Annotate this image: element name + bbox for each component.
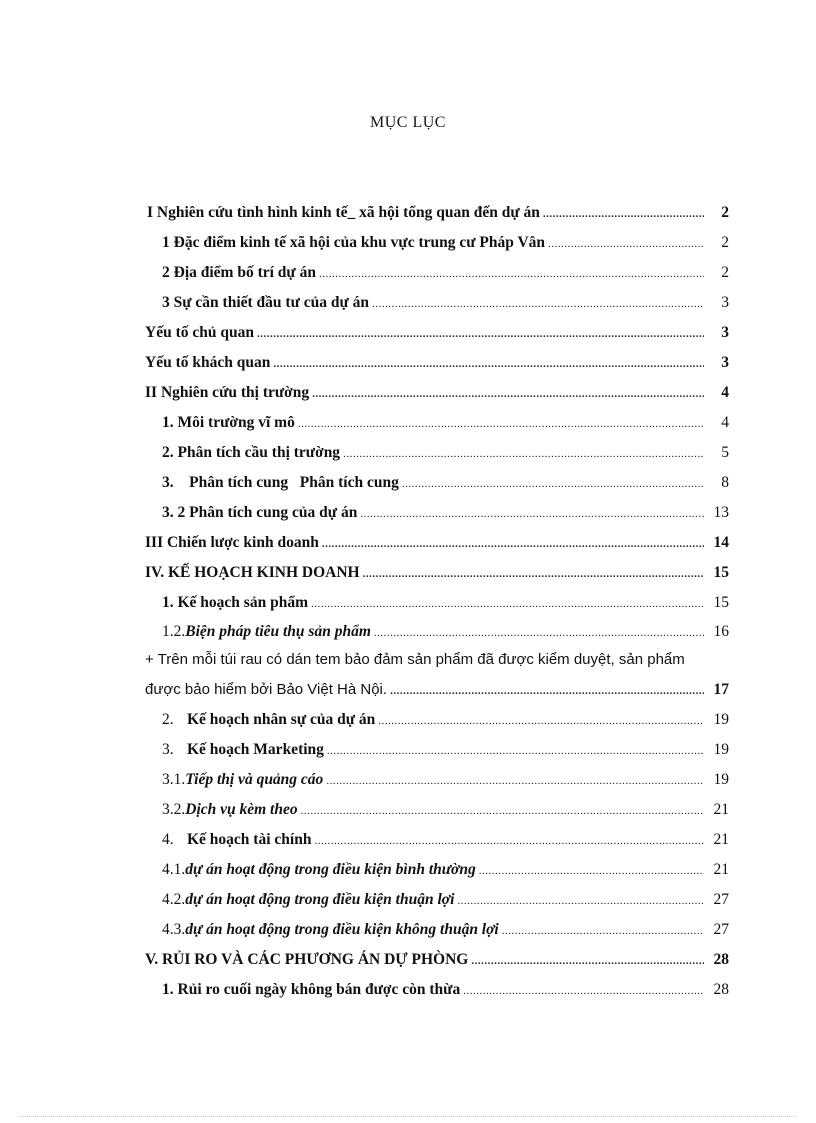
toc-leader-dots: [360, 508, 704, 520]
toc-entry-page: 19: [713, 741, 729, 758]
toc-entry[interactable]: [162, 623, 729, 645]
toc-entry-page: 3: [721, 354, 729, 371]
toc-entry-page: 5: [721, 444, 729, 461]
toc-entry[interactable]: [162, 801, 729, 823]
toc-entry-label: 3. 2 Phân tích cung của dự án: [162, 504, 358, 521]
toc-entry-prefix: 1.2.: [162, 623, 186, 640]
toc-entry-page: 3: [721, 324, 729, 341]
toc-leader-dots: [301, 805, 704, 817]
toc-entry-page: 27: [713, 921, 729, 938]
toc-leader-dots: [312, 388, 704, 400]
toc-entry-page: 2: [721, 234, 729, 251]
toc-entry-label: I Nghiên cứu tình hình kinh tế_ xã hội tổng quan đến dự án: [147, 204, 540, 221]
toc-entry-title: Kế hoạch tài chính: [187, 831, 312, 848]
toc-entry[interactable]: [145, 324, 729, 346]
toc-entry[interactable]: [162, 504, 729, 526]
toc-entry[interactable]: [162, 711, 729, 733]
toc-leader-dots: [390, 685, 704, 697]
toc-entry-page: 4: [721, 414, 729, 431]
toc-leader-dots: [471, 955, 704, 967]
toc-entry-label: 2 Địa điểm bố trí dự án: [162, 264, 316, 281]
toc-entry-page: 21: [713, 831, 729, 848]
toc-entry-prefix: 4.3.: [162, 921, 186, 938]
toc-entry[interactable]: [162, 234, 729, 256]
toc-leader-dots: [457, 895, 704, 907]
toc-entry-label: 1 Đặc điểm kinh tế xã hội của khu vực trung cư Pháp Vân: [162, 234, 546, 251]
toc-entry-page: 14: [713, 534, 729, 551]
toc-entry-page: 28: [713, 951, 729, 968]
toc-entry[interactable]: [162, 741, 729, 763]
toc-entry-prefix: 3.: [162, 741, 174, 758]
toc-entry[interactable]: [162, 771, 729, 793]
toc-body-text: + Trên mỗi túi rau có dán tem bảo đảm sản phẩm đã được kiểm duyệt, sản phẩm: [145, 651, 685, 668]
toc-entry-page: 8: [721, 474, 729, 491]
page-title: MỤC LỤC: [370, 114, 446, 131]
toc-entry-label: [162, 861, 476, 879]
toc-leader-dots: [326, 775, 704, 787]
toc-entry-page: 4: [721, 384, 729, 401]
toc-entry[interactable]: [162, 921, 729, 943]
toc-entry-label: III Chiến lược kinh doanh: [145, 534, 319, 551]
toc-entry-label: 3 Sự cần thiết đầu tư của dự án: [162, 294, 370, 311]
toc-entry-label: 2. Phân tích cầu thị trường: [162, 444, 341, 461]
toc-entry-prefix: 3.2.: [162, 801, 186, 818]
toc-entry-label: [162, 831, 311, 849]
toc-entry-label: [162, 623, 371, 641]
toc-leader-dots: [311, 598, 704, 610]
toc-entry-title: dự án hoạt động trong điều kiện bình thường: [185, 861, 476, 878]
toc-entry-prefix: 3.1.: [162, 771, 186, 788]
toc-entry-page: 17: [713, 681, 729, 698]
toc-entry-page: 2: [721, 204, 729, 221]
toc-entry-label: V. RỦI RO VÀ CÁC PHƯƠNG ÁN DỰ PHÒNG: [145, 951, 469, 968]
toc-entry-page: 21: [713, 801, 729, 818]
toc-entry-prefix: 4.: [162, 831, 174, 848]
toc-entry-label: được bảo hiểm bởi Bảo Việt Hà Nội.: [145, 681, 388, 698]
toc-entry-page: 19: [713, 771, 729, 788]
toc-leader-dots: [378, 715, 704, 727]
toc-entry-page: 28: [713, 981, 729, 998]
toc-leader-dots: [257, 328, 704, 340]
toc-entry-title: Dịch vụ kèm theo: [185, 801, 298, 818]
toc-entry-prefix: 4.1.: [162, 861, 186, 878]
toc-entry[interactable]: [147, 204, 729, 226]
toc-entry-label: 1. Kế hoạch sản phẩm: [162, 594, 308, 611]
toc-leader-dots: [374, 627, 704, 639]
toc-entry-prefix: 4.2.: [162, 891, 186, 908]
toc-entry[interactable]: [162, 981, 729, 1003]
toc-entry[interactable]: [162, 594, 729, 616]
toc-entry-label: II Nghiên cứu thị trường: [145, 384, 310, 401]
toc-leader-dots: [548, 238, 704, 250]
toc-entry[interactable]: [162, 474, 729, 496]
toc-entry-page: 15: [713, 564, 729, 581]
toc-entry-page: 2: [721, 264, 729, 281]
toc-entry[interactable]: [162, 861, 729, 883]
toc-entry-label: [162, 891, 454, 909]
toc-entry-label: Yếu tố chủ quan: [145, 324, 254, 341]
toc-entry[interactable]: [145, 681, 729, 703]
toc-entry-label: [162, 771, 323, 789]
toc-entry-label: [162, 801, 298, 819]
toc-leader-dots: [543, 208, 704, 220]
toc-entry-page: 3: [721, 294, 729, 311]
toc-entry-prefix: 2.: [162, 711, 174, 728]
page-footer-rule: [20, 1116, 796, 1117]
toc-entry-page: 19: [713, 711, 729, 728]
toc-entry[interactable]: [162, 294, 729, 316]
toc-entry-title: Kế hoạch Marketing: [187, 741, 324, 758]
toc-entry[interactable]: [145, 384, 729, 406]
toc-entry-page: 16: [713, 623, 729, 640]
toc-entry[interactable]: [162, 264, 729, 286]
toc-entry[interactable]: [162, 444, 729, 466]
toc-leader-dots: [479, 865, 704, 877]
toc-entry[interactable]: [145, 951, 729, 973]
toc-leader-dots: [343, 448, 704, 460]
toc-entry-title: Tiếp thị và quảng cáo: [185, 771, 324, 788]
toc-entry-page: 27: [713, 891, 729, 908]
toc-entry-label: 1. Môi trường vĩ mô: [162, 414, 295, 431]
toc-entry-label: [162, 741, 324, 759]
toc-leader-dots: [402, 478, 704, 490]
toc-leader-dots: [502, 925, 704, 937]
toc-entry-label: [162, 921, 499, 939]
toc-entry-page: 15: [713, 594, 729, 611]
toc-entry[interactable]: [162, 831, 729, 853]
toc-leader-dots: [372, 298, 704, 310]
toc-entry-label: 1. Rủi ro cuối ngày không bán được còn thừa: [162, 981, 461, 998]
toc-leader-dots: [463, 985, 704, 997]
toc-entry-title: Kế hoạch nhân sự của dự án: [187, 711, 376, 728]
toc-entry-label: 3. Phân tích cung Phân tích cung: [162, 474, 399, 491]
toc-leader-dots: [322, 538, 704, 550]
toc-leader-dots: [273, 358, 704, 370]
toc-entry-label: IV. KẾ HOẠCH KINH DOANH: [145, 564, 360, 581]
toc-entry[interactable]: [145, 354, 729, 376]
toc-entry-label: Yếu tố khách quan: [145, 354, 271, 371]
toc-leader-dots: [314, 835, 704, 847]
toc-leader-dots: [327, 745, 704, 757]
toc-entry-title: dự án hoạt động trong điều kiện không thuận lợi: [185, 921, 499, 938]
toc-entry-label: [162, 711, 375, 729]
toc-entry-page: 21: [713, 861, 729, 878]
toc-entry-title: dự án hoạt động trong điều kiện thuận lợi: [185, 891, 455, 908]
toc-leader-dots: [363, 568, 704, 580]
toc-entry-page: 13: [713, 504, 729, 521]
toc-leader-dots: [319, 268, 704, 280]
toc-entry[interactable]: [162, 891, 729, 913]
toc-entry-title: Biện pháp tiêu thụ sản phẩm: [185, 623, 371, 640]
toc-entry[interactable]: [145, 534, 729, 556]
toc-entry[interactable]: [162, 414, 729, 436]
toc-leader-dots: [298, 418, 704, 430]
toc-entry[interactable]: [145, 564, 729, 586]
